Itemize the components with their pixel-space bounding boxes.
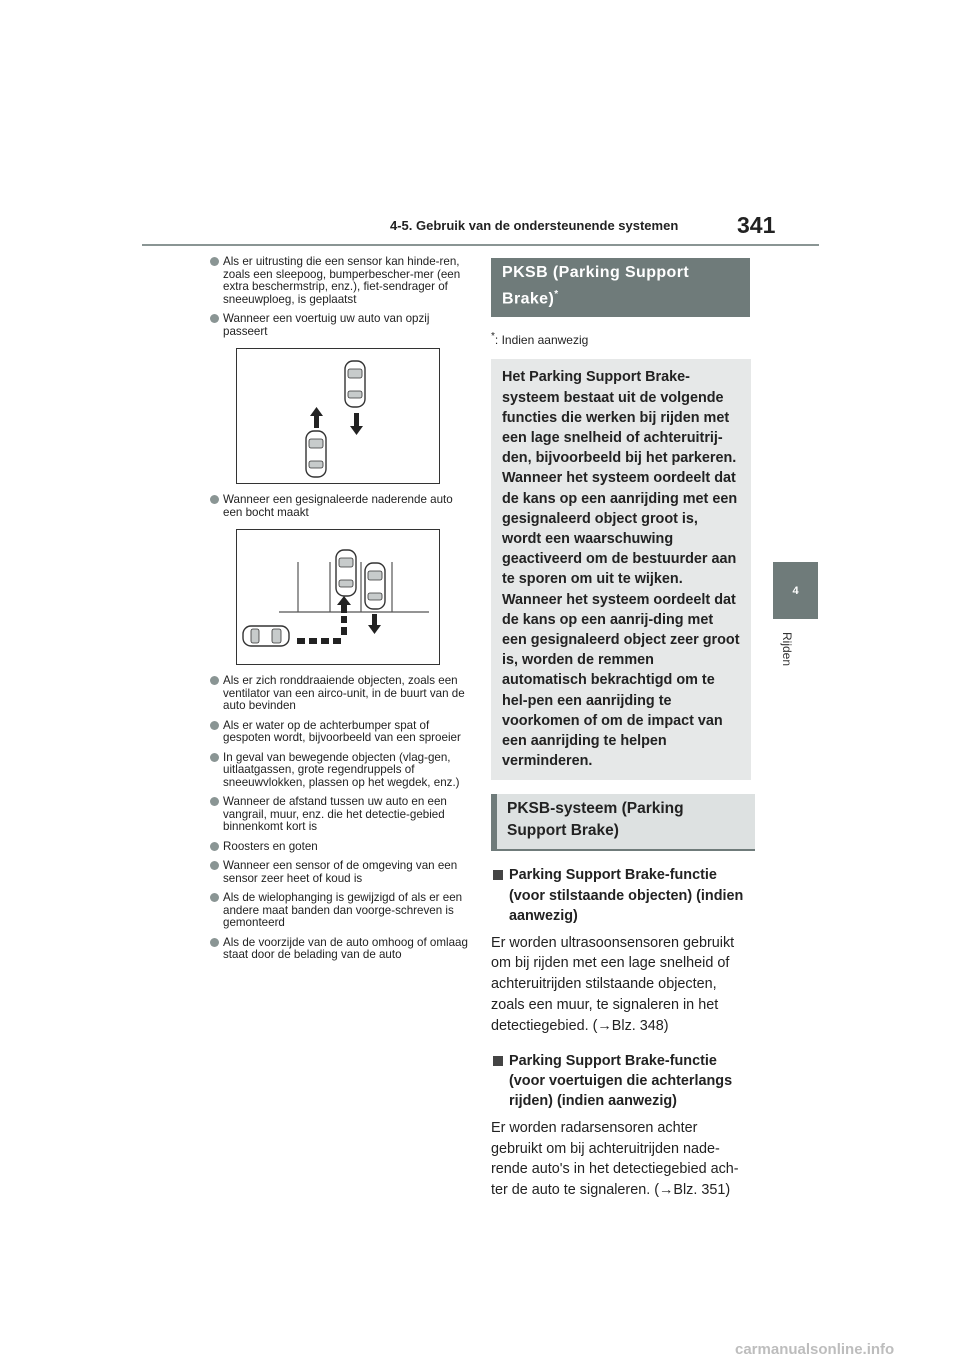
passing-vehicle-illustration [236,348,440,484]
bullet-dot-icon [210,753,219,762]
bullet-item [210,860,472,885]
subheading-rear-traffic [491,1051,751,1112]
car-icon [365,563,385,609]
bullet-item [210,256,472,306]
subheading-text: Parking Support Brake-functie (voor voertuigen die achterlangs rijden) (indien aanwezig) [509,1052,733,1110]
page-number: 341 [737,212,776,238]
bullet-text: Roosters en goten [223,839,318,853]
footnote-mark: * [491,331,495,343]
turning-vehicle-svg [237,530,439,664]
turning-vehicle-illustration [236,529,440,665]
arrow-down-icon [350,413,363,435]
bullet-item [210,752,472,790]
bullet-text: Als er zich ronddraaiende objecten, zoals een ventilator van een airco-unit, in de buurt van de auto bevinden [223,674,465,712]
bullet-item [210,675,472,713]
bullet-dot-icon [210,314,219,323]
section-heading-pksb [491,258,750,317]
footnote-text: : Indien aanwezig [494,333,589,348]
left-column [210,256,472,969]
bullet-item [210,313,472,338]
right-column [491,258,751,1201]
bullet-dot-icon [210,893,219,902]
section-heading-pksb-system: PKSB-systeem (Parking Support Brake) [491,794,755,851]
arrow-up-icon [337,596,351,613]
arrow-down-icon [368,614,381,634]
bullet-text: Als de voorzijde van de auto omhoog of omlaag staat door de belading van de auto [223,935,468,961]
header-rule [142,244,819,246]
section-heading-text: PKSB (Parking Support Brake) [502,264,690,308]
bullet-item [210,892,472,930]
bullet-text: Als er water op de achterbumper spat of gespoten wordt, bijvoorbeeld van een sproeier [223,718,461,744]
passing-vehicle-svg [237,349,439,483]
bullet-text: Wanneer een sensor of de omgeving van een sensor zeer heet of koud is [223,859,458,885]
car-icon [243,626,289,646]
bullet-text: Wanneer de afstand tussen uw auto en een vangrail, muur, enz. die het detectie-gebied binnenkomt kort is [223,795,447,833]
intro-box: Het Parking Support Brake-systeem bestaat uit de volgende functies die werken bij rijden met een lage snelheid of achteruitrij-den, bijvoorbeeld bij het parkeren. Wanneer het systeem oordeelt dat de kans op een aanrijding met een gesignaleerd object groot is, wordt een waarschuwing geactiveerd om de bestuurder aan te sporen om uit te wijken. Wanneer het systeem oordeelt dat de kans op een aanrij-ding met een gesignaleerd object zeer groot is, worden de remmen automatisch bekrachtigd om te hel-pen een aanrijding te voorkomen of om de impact van een aanrijding te helpen verminderen. [491,359,751,780]
bullet-text: Wanneer een voertuig uw auto van opzij passeert [223,312,430,338]
bullet-item [210,937,472,962]
arrow-up-icon [310,407,323,428]
bullet-dot-icon [210,861,219,870]
car-icon [306,431,326,477]
bullet-dot-icon [210,721,219,730]
chapter-label: Rijden [780,632,794,667]
bullet-text: Als de wielophanging is gewijzigd of als er een andere maat banden dan voorge-schreven is gemonteerd [223,891,463,929]
paragraph-rear-traffic: Er worden radarsensoren achter gebruikt om bij achteruitrijden nade-rende auto's in het detectiegebied ach-ter de auto te signaleren. (→Blz. 351) [491,1119,739,1199]
bullet-text: Wanneer een gesignaleerde naderende auto een bocht maakt [223,493,453,519]
subheading-stationary [491,865,751,926]
square-bullet-icon [493,1056,503,1066]
bullet-dot-icon [210,495,219,504]
bullet-text: In geval van bewegende objecten (vlag-gen, uitlaatgassen, grote regendruppels of sneeuwvlokken, plassen op het wegdek, enz.) [223,750,460,789]
bullet-dot-icon [210,676,219,685]
bullet-dot-icon [210,797,219,806]
bullet-item [210,494,472,519]
paragraph-stationary: Er worden ultrasoonsensoren gebruikt om bij rijden met een lage snelheid of achteruitrijden stilstaande objecten, zoals een muur, te signaleren in het detectiegebied. (→Blz. 348) [491,934,735,1034]
bullet-item [210,841,472,854]
chapter-tab[interactable]: 4 [773,562,818,619]
watermark: carmanualsonline.info [735,1341,895,1358]
page-header-title: 4-5. Gebruik van de ondersteunende systemen [390,218,679,233]
bullet-item [210,796,472,834]
bullet-text: Als er uitrusting die een sensor kan hinde-ren, zoals een sleepoog, bumperbescher-mer (een extra beschermstrip, enz.), fiet-sendrager of sneeuwploeg, is geplaatst [223,255,461,306]
bullet-item [210,720,472,745]
dashed-path [297,616,347,644]
car-icon [345,361,365,407]
asterisk-mark: * [554,289,559,300]
footnote [491,331,751,347]
bullet-dot-icon [210,842,219,851]
subheading-text: Parking Support Brake-functie (voor stilstaande objecten) (indien aanwezig) [509,867,744,925]
bullet-dot-icon [210,938,219,947]
square-bullet-icon [493,870,503,880]
car-icon [336,550,356,596]
bullet-dot-icon [210,257,219,266]
